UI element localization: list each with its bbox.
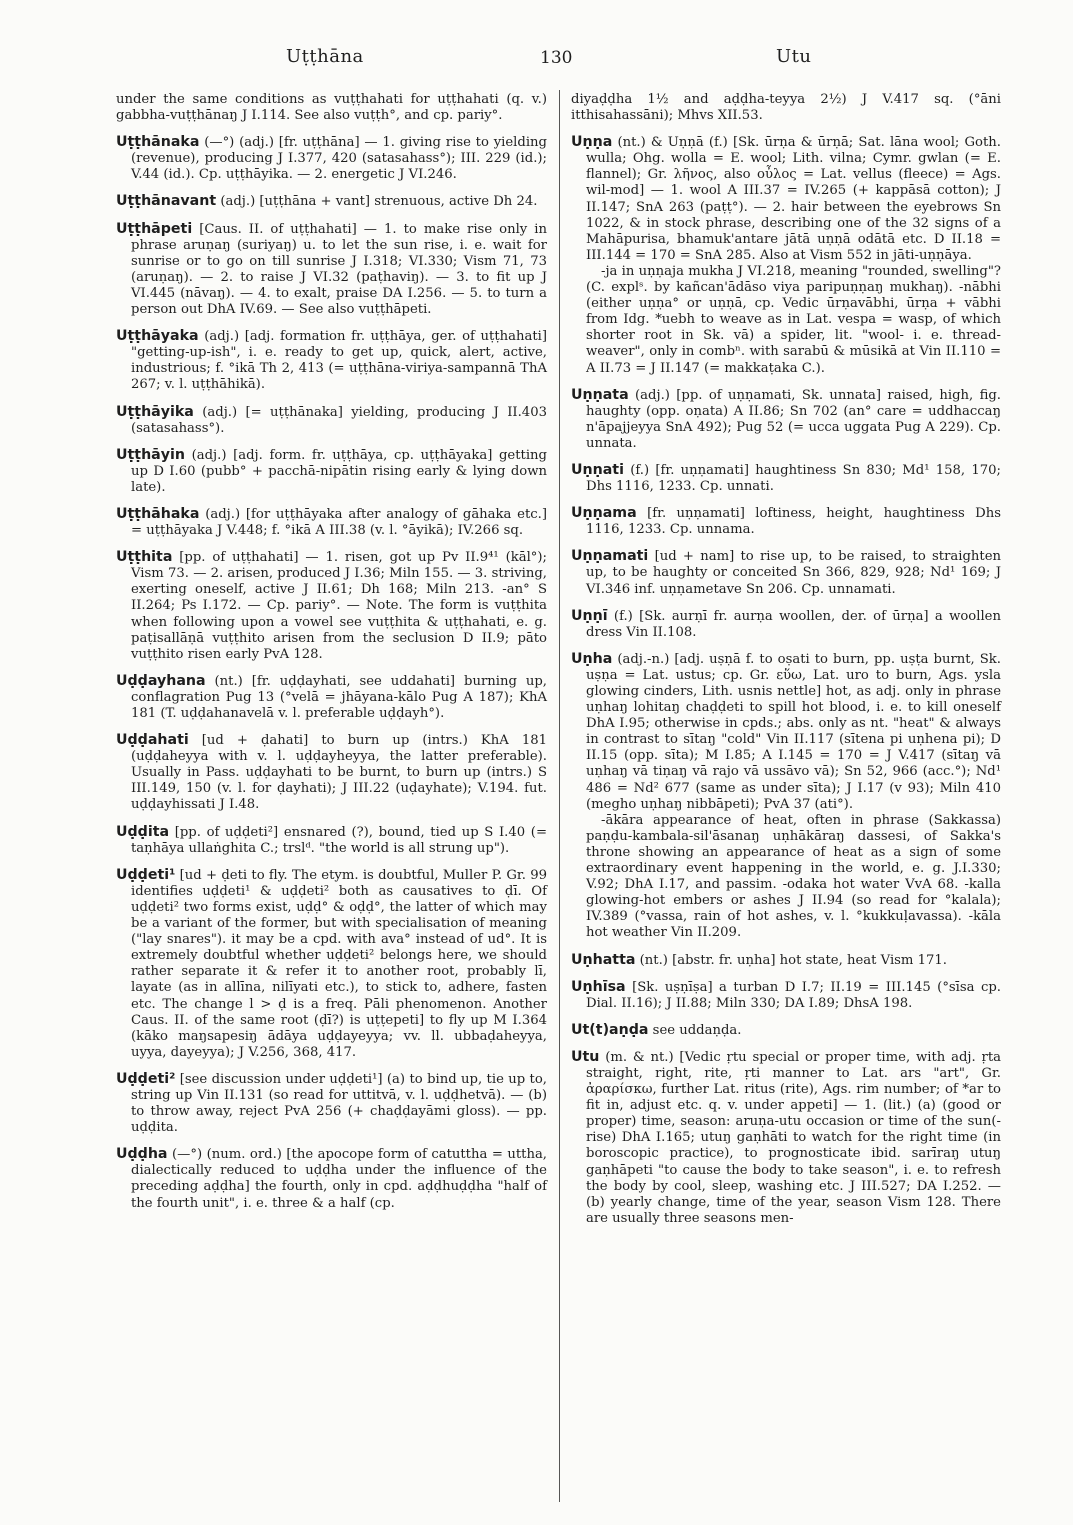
entry-definition: (f.) [fr. uṇṇamati] haughtiness Sn 830; Md¹ 158, 170; Dhs 1116, 1233. Cp. unnati. [586, 462, 1001, 495]
entry-definition: see uddaṇḍa. [652, 1022, 742, 1038]
dictionary-entry [571, 1049, 1001, 1227]
entry-definition: [pp. of uḍḍeti²] ensnared (?), bound, tied up S I.40 (= taṇhāya ullaṅghita C.; trslᵈ. "the world is all strung up"). [131, 824, 547, 856]
page-number: 130 [540, 48, 573, 68]
dictionary-entry [116, 447, 547, 496]
right-column [571, 92, 1001, 1237]
entry-definition: (nt.) [fr. uḍḍayhati, see uddahati] burning up, conflagration Pug 13 (°velā = jhāyana-kālo Pug A 187); KhA 181 (T. uḍḍahanavelā v. l. preferable uḍḍayh°). [131, 673, 547, 721]
entry-definition: (—°) (adj.) [fr. uṭṭhāna] — 1. giving rise to yielding (revenue), producing J I.377, 420 (satasahass°); III. 229 (id.); V.44 (id.). Cp. uṭṭhāyika. — 2. energetic J VI.246. [131, 135, 547, 183]
entry-compounds: -ja in uṇṇaja mukha J VI.218, meaning "rounded, swelling"? (C. explˢ. by kañcan'ādāso viya paripuṇṇaŋ mukhaŋ). -nābhi (either uṇṇa° or uṇṇā, cp. Vedic ūrṇavābhi, ūrṇa + vābhi from Idg. *uebh to weave as in Lat. vespa = wasp, of which shorter root in Sk. vā) a spider, lit. "wool- i. e. thread-weaver", only in combⁿ. with sarabū & mūsikā at Vin II.110 = A II.73 = J II.147 (= makkaṭaka C.). [586, 263, 1001, 376]
entry-definition: [pp. of uṭṭhahati] — 1. risen, got up Pv II.9⁴¹ (kāl°); Vism 73. — 2. arisen, produced J I.36; Miln 155. — 3. striving, exerting oneself, active J II.61; Dh 168; Miln 213. -an° S II.264; Ps I.172. — Cp. pariy°. — Note. The form is vuṭṭhita when following upon a vowel see vuṭṭhita & uṭṭhahati, e. g. paṭisallāṇā vuṭṭhito arisen from the seclusion D II.9; pāto vuṭṭhito risen early PvA 128. [131, 550, 547, 662]
entry-headword: Uṇhatta [571, 951, 636, 968]
dictionary-entry [116, 732, 547, 813]
entry-definition: [ud + ḍeti to fly. The etym. is doubtful, Muller P. Gr. 99 identifies uḍḍeti¹ & uḍḍeti² both as causatives to ḍī. Of uḍḍeti² two forms exist, uḍḍ° & oḍḍ°, the latter of which may be a variant of the former, but with specialisation of meaning ("lay snares"). it may be a cpd. with ava° instead of ud°. It is extremely doubtful whether uḍḍeti² belongs here, we should rather separate it & refer it to another root, probably lī, layate (as in allīna, nilīyati etc.), to stick to, adhere, fasten etc. The change l > ḍ is a freq. Pāli phenomenon. Another Caus. II. of the same root (ḍī?) is uṭṭepeti] to fly up M I.364 (kāko maŋsapesiŋ ādāya uḍḍayeyya; vv. ll. ubbaḍaheyya, uyya, dayeyya); J V.256, 368, 417. [131, 867, 547, 1060]
entry-definition: (nt.) [abstr. fr. uṇha] hot state, heat Vism 171. [639, 952, 947, 968]
dictionary-entry [571, 651, 1001, 942]
entry-headword: Uḍḍeti² [116, 1070, 176, 1087]
entry-headword: Uṭṭhāpeti [116, 220, 193, 237]
entry-headword: Uṇṇama [571, 505, 637, 522]
entry-headword: Uṭṭhāyika [116, 403, 194, 420]
entry-definition: (—°) (num. ord.) [the apocope form of catuttha = uttha, dialectically reduced to uḍḍha under the influence of the preceding aḍḍha] the fourth, only in cpd. aḍḍhuḍḍha "half of the fourth unit", i. e. three & a half (cp. [131, 1147, 548, 1211]
dictionary-entry [116, 404, 547, 437]
entry-definition: under the same conditions as vuṭṭhahati for uṭṭhahati (q. v.) gabbha-vuṭṭhānaŋ J I.114. See also vuṭṭh°, and cp. pariy°. [116, 92, 547, 124]
dictionary-entry [571, 979, 1001, 1012]
dictionary-entry [571, 134, 1001, 376]
entry-definition: diyaḍḍha 1½ and aḍḍha-teyya 2½) J V.417 sq. (°āni itthisahassāni); Mhvs XII.53. [571, 92, 1001, 124]
entry-definition: (f.) [Sk. aurṇī fr. aurṇa woollen, der. of ūrṇa] a woollen dress Vin II.108. [586, 608, 1001, 640]
entry-definition: (adj.-n.) [adj. uṣṇā f. to oṣati to burn, pp. uṣṭa burnt, Sk. uṣṇa = Lat. ustus; cp. Gr. εὕω, Lat. uro to burn, Ags. ysla glowing cinders, Lith. usnis nettle] hot, as adj. only in phrase uṇhaŋ lohitaŋ chaḍḍeti to spill hot blood, i. e. to kill oneself DhA I.95; otherwise in cpds.; abs. only as nt. "heat" & always in contrast to sītaŋ "cold" Vin II.117 (sītena pi uṇhena pi); D II.15 (opp. sīta); M I.85; A I.145 = 170 = J V.417 (sītaŋ vā uṇhaŋ vā tiṇaŋ vā rajo vā ussāvo vā); Sn 52, 966 (acc.°); Nd¹ 486 = Nd² 677 (same as under sīta); J I.17 (v 93); Miln 410 (megho uṇhaŋ nibbāpeti); PvA 37 (ati°). [586, 651, 1001, 812]
entry-headword: Uḍḍha [116, 1146, 168, 1163]
entry-headword: Uṭṭhānaka [116, 134, 200, 151]
dictionary-entry [571, 548, 1001, 597]
entry-headword: Uṭṭhāyaka [116, 328, 199, 345]
entry-headword: Ut(t)aṇḍa [571, 1021, 649, 1038]
entry-definition: (adj.) [pp. of uṇṇamati, Sk. unnata] raised, high, fig. haughty (opp. oṇata) A II.86; Sn 702 (an° care = uddhaccaŋ n'āpajjeyya SnA 492); Pug 52 (= ucca uggata Pug A 229). Cp. unnata. [586, 387, 1001, 451]
dictionary-entry [571, 1022, 1001, 1039]
entry-headword: Uṇṇī [571, 607, 608, 624]
entry-definition: [fr. uṇṇamati] loftiness, height, haughtiness Dhs 1116, 1233. Cp. unnama. [586, 506, 1001, 538]
entry-headword: Uṇṇata [571, 386, 629, 403]
entry-definition: (m. & nt.) [Vedic ṛtu special or proper time, with adj. ṛta straight, right, rite, ṛti manner to Lat. ars "art", Gr. ἀραρίσκω, further Lat. ritus (rite), Ags. rim number; of *ar to fit in, adjust etc. q. v. under appeti] — 1. (lit.) (a) (good or proper) time, season: aruṇa-utu occasion or time of the sun(-rise) DhA I.165; utuŋ gaṇhāti to watch for the right time (in boroscopic practice), to prognosticate ibid. sarīraŋ utuŋ gaṇhāpeti "to cause the body to take season", i. e. to refresh the body by cool, sleep, washing etc. J III.527; DA I.252. — (b) yearly change, time of the year, season Vism 128. There are usually three seasons men- [586, 1049, 1001, 1226]
entry-headword: Uḍḍeti¹ [116, 866, 176, 883]
entry-headword: Uṇhīsa [571, 978, 626, 995]
entry-headword: Uḍḍayhana [116, 672, 206, 689]
dictionary-entry [116, 92, 547, 124]
dictionary-entry [116, 506, 547, 539]
entry-definition: (adj.) [adj. formation fr. uṭṭhāya, ger. of uṭṭhahati] "getting-up-ish", i. e. ready to get up, quick, alert, active, industrious; f. °ikā Th 2, 413 (= uṭṭhāna-viriya-sampannā ThA 267; v. l. uṭṭhāhikā). [131, 329, 547, 393]
entry-headword: Uṇṇa [571, 134, 613, 151]
dictionary-entry [571, 387, 1001, 452]
dictionary-entry [116, 549, 547, 663]
entry-headword: Uṭṭhāhaka [116, 505, 200, 522]
dictionary-entry [116, 673, 547, 722]
dictionary-entry [571, 608, 1001, 641]
entry-definition: [see discussion under uḍḍeti¹] (a) to bind up, tie up to, string up Vin II.131 (so read for uttitvā, v. l. uḍḍhetvā). — (b) to throw away, reject PvA 256 (+ chaḍḍayāmi gloss). — pp. uḍḍita. [131, 1071, 547, 1136]
dictionary-entry [116, 824, 547, 857]
entry-headword: Uṇṇati [571, 461, 624, 478]
entry-definition: [ud + nam] to rise up, to be raised, to straighten up, to be haughty or conceited Sn 366, 829, 928; Nd¹ 169; J VI.346 inf. uṇṇametave Sn 206. Cp. unnamati. [586, 549, 1002, 597]
dictionary-entry [116, 193, 547, 210]
dictionary-entry [116, 134, 547, 183]
entry-definition: (adj.) [uṭṭhāna + vant] strenuous, active Dh 24. [220, 194, 538, 210]
entry-headword: Uṇṇamati [571, 548, 649, 565]
dictionary-entry [571, 462, 1001, 495]
running-head-right: Utu [776, 46, 812, 67]
entry-headword: Uṭṭhāyin [116, 446, 185, 463]
entry-headword: Uḍḍahati [116, 732, 189, 749]
entry-definition: (nt.) & Uṇṇā (f.) [Sk. ūrṇa & ūrṇā; Sat. lāna wool; Goth. wulla; Ohg. wolla = E. wool; Lith. vilna; Cymr. gwlan (= E. flannel); Gr. λῆνος, also οὖλος = Lat. vellus (fleece) = Ags. wil-mod] — 1. wool A III.37 = IV.265 (+ kappāsā cotton); J II.147; SnA 263 (paṭṭ°). — 2. hair between the eyebrows Sn 1022, & in stock phrase, describing one of the 32 signs of a Mahāpurisa, bhamuk'antare jātā uṇṇā odātā etc. D II.18 = III.144 = 170 = SnA 285. Also at Vism 552 in jāti-uṇṇāya. [586, 135, 1001, 263]
running-head-left: Uṭṭhāna [286, 46, 364, 67]
entry-compounds: -ākāra appearance of heat, often in phrase (Sakkassa) paṇḍu-kambala-sil'āsanaŋ uṇhākāraŋ dassesi, of Sakka's throne showing an appearance of heat as a sign of some extraordinary event happening in the world, e. g. J.I.330; V.92; DhA I.17, and passim. -odaka hot water VvA 68. -kalla glowing-hot embers or ashes J II.94 (so read for °kalala); IV.389 (°vassa, rain of hot ashes, v. l. °kukkuḷavassa). -kāla hot weather Vin II.209. [586, 812, 1001, 941]
dictionary-entry [116, 221, 547, 319]
dictionary-entry [116, 1146, 547, 1211]
dictionary-entry [571, 505, 1001, 538]
dictionary-entry [116, 328, 547, 393]
entry-headword: Uṭṭhānavant [116, 193, 217, 210]
running-head [0, 46, 1073, 76]
dictionary-entry [571, 92, 1001, 124]
entry-definition: (adj.) [= uṭṭhānaka] yielding, producing J II.403 (satasahass°). [131, 404, 547, 436]
entry-definition: [ud + ḍahati] to burn up (intrs.) KhA 181 (uḍḍaheyya with v. l. uḍḍayheyya, the latter preferable). Usually in Pass. uḍḍayhati to be burnt, to burn up (intrs.) S III.149, 150 (v. l. for ḍayhati); J III.22 (uḍayhate); V.194. fut. uḍḍayhissati J I.48. [131, 733, 548, 813]
dictionary-entry [571, 952, 1001, 969]
entry-definition: [Caus. II. of uṭṭhahati] — 1. to make rise only in phrase aruṇaŋ (suriyaŋ) u. to let the sun rise, i. e. wait for sunrise or to go on till sunrise J I.318; VI.330; Vism 71, 73 (aruṇaŋ). — 2. to raise J VI.32 (paṭhaviŋ). — 3. to fit up J VI.445 (nāvaŋ). — 4. to exalt, praise DA I.256. — 5. to turn a person out DhA IV.69. — See also vuṭṭhāpeti. [131, 221, 547, 318]
column-divider [559, 90, 560, 1502]
entry-headword: Uṇha [571, 650, 613, 667]
entry-definition: [Sk. uṣṇīṣa] a turban D I.7; II.19 = III.145 (°sīsa cp. Dial. II.16); J II.88; Miln 330; DA I.89; DhsA 198. [586, 979, 1001, 1011]
dictionary-entry [116, 1071, 547, 1136]
entry-headword: Uḍḍita [116, 823, 170, 840]
entry-definition: (adj.) [adj. form. fr. uṭṭhāya, cp. uṭṭhāyaka] getting up D I.60 (pubb° + pacchā-nipātin rising early & lying down late). [131, 447, 547, 495]
left-column [116, 92, 547, 1222]
entry-headword: Utu [571, 1048, 600, 1065]
dictionary-entry [116, 867, 547, 1061]
entry-definition: (adj.) [for uṭṭhāyaka after analogy of gāhaka etc.] = uṭṭhāyaka J V.448; f. °ikā A III.38 (v. l. °āyikā); IV.266 sq. [131, 506, 547, 539]
entry-headword: Uṭṭhita [116, 549, 173, 566]
